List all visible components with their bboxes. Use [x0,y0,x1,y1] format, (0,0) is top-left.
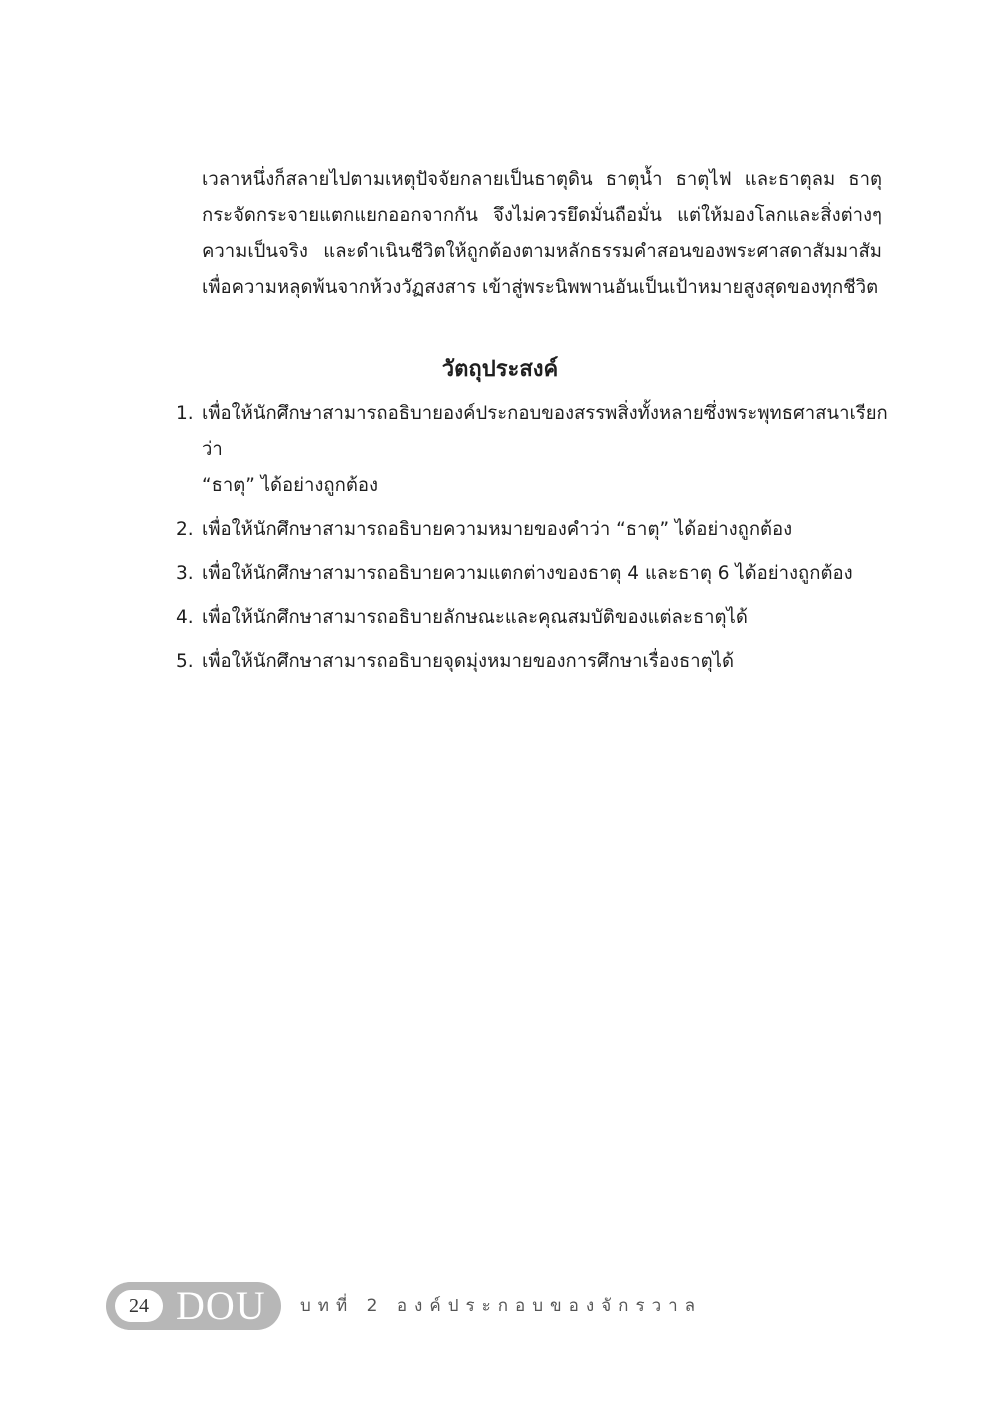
page-number: 24 [115,1290,163,1322]
body-paragraph [202,162,882,306]
dou-logo: DOU [176,1283,266,1328]
list-item [176,556,896,592]
list-item-line: “ธาตุ” ได้อย่างถูกต้อง [202,475,378,496]
paragraph-line: เพื่อความหลุดพ้นจากห้วงวัฏสงสาร เข้าสู่พระนิพพานอันเป็นเป้าหมายสูงสุดของทุกชีวิต [202,277,879,298]
list-item-line: เพื่อให้นักศึกษาสามารถอธิบายองค์ประกอบของสรรพสิ่งทั้งหลายซึ่งพระพุทธศาสนาเรียกว่า [202,403,888,460]
list-item-text [202,396,896,504]
list-item-number: 5. [176,651,194,672]
list-item-text: เพื่อให้นักศึกษาสามารถอธิบายความแตกต่างของธาตุ 4 และธาตุ 6 ได้อย่างถูกต้อง [202,563,853,584]
list-item [176,396,896,504]
list-item-number: 4. [176,607,194,628]
list-item-text: เพื่อให้นักศึกษาสามารถอธิบายลักษณะและคุณสมบัติของแต่ละธาตุได้ [202,607,748,628]
list-item-number: 3. [176,563,194,584]
objectives-heading: วัตถุประสงค์ [441,357,559,382]
list-item-text: เพื่อให้นักศึกษาสามารถอธิบายความหมายของคำว่า “ธาตุ” ได้อย่างถูกต้อง [202,519,793,540]
list-item-number: 2. [176,519,194,540]
paragraph-line: กระจัดกระจายแตกแยกออกจากกัน จึงไม่ควรยึดมั่นถือมั่น แต่ให้มองโลกและสิ่งต่างๆ [202,205,882,226]
paragraph-line: เวลาหนึ่งก็สลายไปตามเหตุปัจจัยกลายเป็นธาตุดิน ธาตุน้ำ ธาตุไฟ และธาตุลม ธาตุ [202,169,882,190]
objectives-list [176,396,896,688]
list-item [176,600,896,636]
footer-badge [106,1282,281,1330]
paragraph-line: ความเป็นจริง และดำเนินชีวิตให้ถูกต้องตามหลักธรรมคำสอนของพระศาสดาสัมมาสัม [202,241,882,262]
chapter-title: บทที่ 2 องค์ประกอบของจักรวาล [300,1296,703,1316]
list-item-number: 1. [176,403,194,424]
list-item-text: เพื่อให้นักศึกษาสามารถอธิบายจุดมุ่งหมายของการศึกษาเรื่องธาตุได้ [202,651,734,672]
page-footer [106,1282,906,1330]
list-item [176,512,896,548]
list-item [176,644,896,680]
